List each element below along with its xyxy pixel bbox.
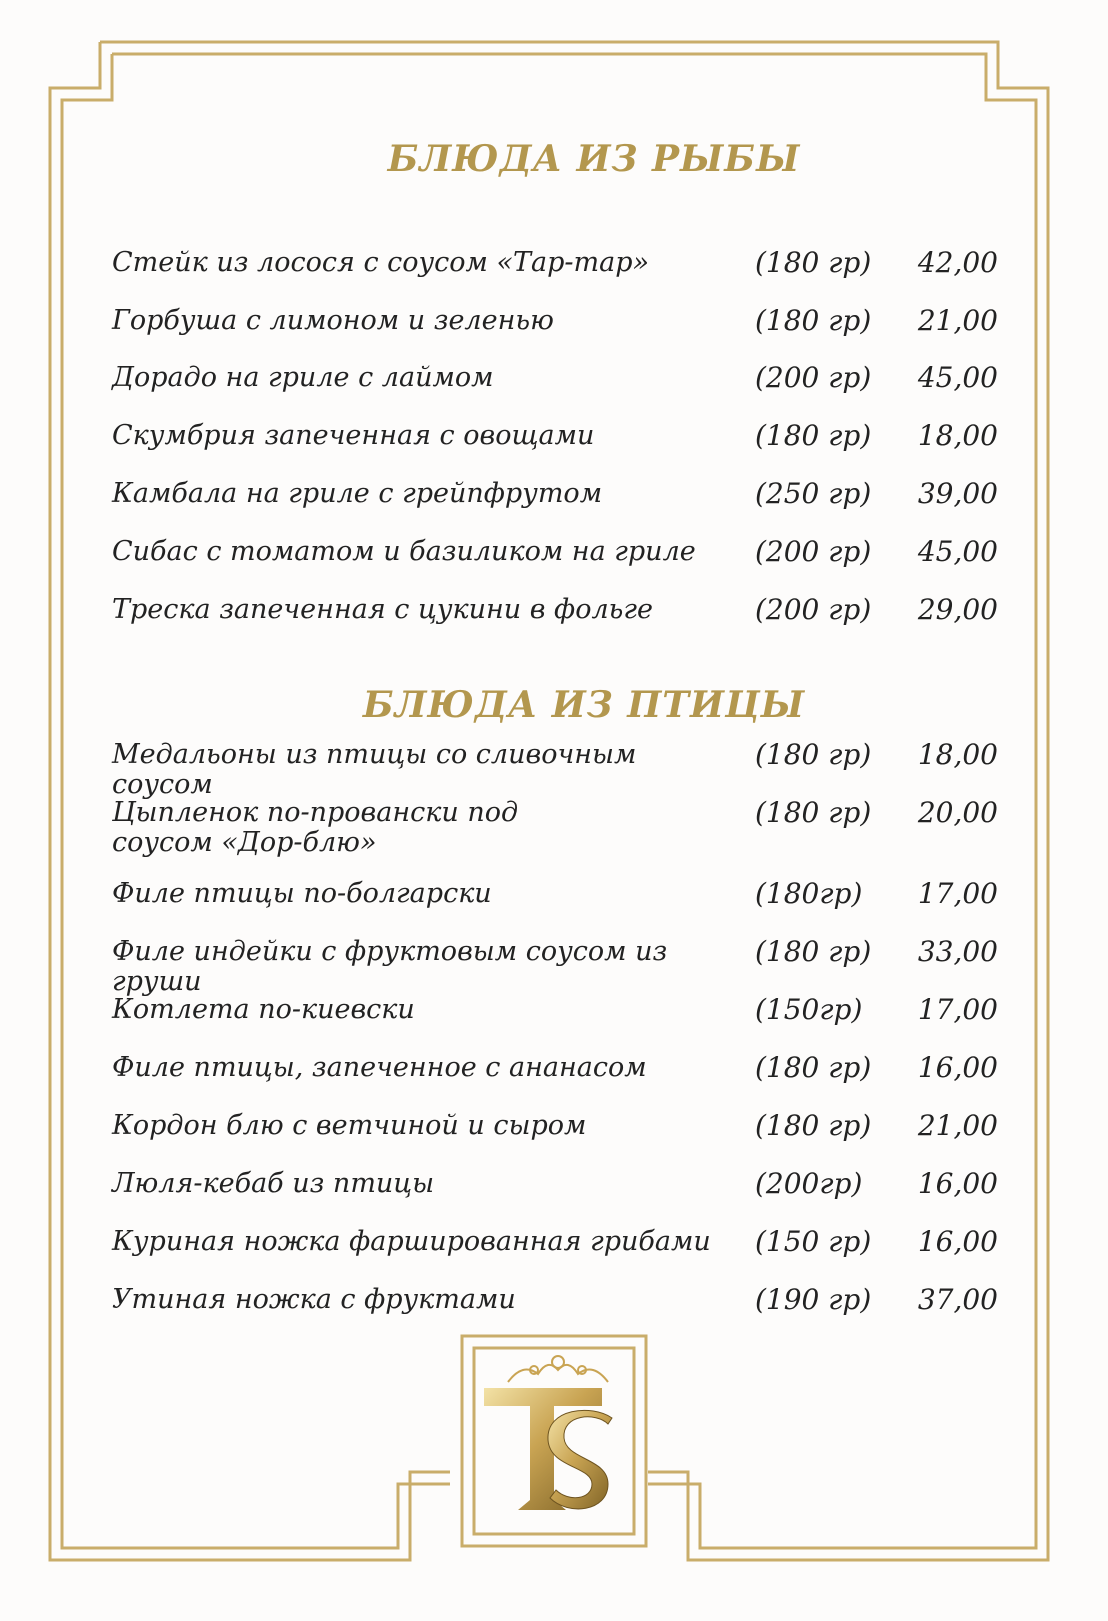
- section-title-poultry: БЛЮДА ИЗ ПТИЦЫ: [362, 684, 806, 726]
- ts-monogram-logo-icon: [468, 1340, 648, 1530]
- dish-price: 17,00: [917, 993, 998, 1026]
- menu-item: [0, 421, 1108, 461]
- dish-name: Камбала на гриле с грейпфрутом: [112, 478, 603, 509]
- dish-price: 45,00: [917, 535, 998, 568]
- dish-name: Дорадо на гриле с лаймом: [112, 362, 494, 393]
- dish-price: 21,00: [917, 304, 998, 337]
- dish-name: Люля-кебаб из птицы: [112, 1168, 435, 1199]
- dish-name: Медальоны из птицы со сливочным соусом: [112, 739, 637, 800]
- menu-item: [0, 595, 1108, 635]
- dish-price: 37,00: [917, 1283, 998, 1316]
- dish-price: 17,00: [917, 877, 998, 910]
- menu-item: [0, 1169, 1108, 1209]
- dish-weight: (180 гр): [755, 419, 872, 452]
- dish-name: Филе птицы, запеченное с ананасом: [112, 1052, 647, 1083]
- dish-weight: (180 гр): [755, 738, 872, 771]
- dish-price: 18,00: [917, 419, 998, 452]
- dish-name: Горбуша с лимоном и зеленью: [112, 305, 554, 336]
- dish-price: 20,00: [917, 796, 998, 829]
- dish-weight: (180 гр): [755, 935, 872, 968]
- menu-item: [0, 935, 1108, 997]
- menu-item: [0, 1227, 1108, 1267]
- dish-weight: (180 гр): [755, 1051, 872, 1084]
- dish-price: 16,00: [917, 1167, 998, 1200]
- dish-name: Кордон блю с ветчиной и сыром: [112, 1110, 587, 1141]
- dish-weight: (200 гр): [755, 535, 872, 568]
- dish-weight: (180 гр): [755, 796, 872, 829]
- menu-item: [0, 1111, 1108, 1151]
- menu-item: [0, 479, 1108, 519]
- dish-name: Скумбрия запеченная с овощами: [112, 420, 595, 451]
- menu-item: [0, 1053, 1108, 1093]
- dish-price: 16,00: [917, 1051, 998, 1084]
- dish-price: 18,00: [917, 738, 998, 771]
- menu-item: [0, 363, 1108, 403]
- dish-name: Филе птицы по-болгарски: [112, 878, 492, 909]
- dish-weight: (200 гр): [755, 593, 872, 626]
- menu-item: [0, 738, 1108, 800]
- dish-name: Куриная ножка фаршированная грибами: [112, 1226, 711, 1257]
- dish-name: Треска запеченная с цукини в фольге: [112, 594, 653, 625]
- menu-item: [0, 879, 1108, 919]
- dish-price: 33,00: [917, 935, 998, 968]
- section-title-fish: БЛЮДА ИЗ РЫБЫ: [387, 138, 801, 180]
- menu-item: [0, 306, 1108, 346]
- dish-weight: (150гр): [755, 993, 863, 1026]
- menu-item: [0, 798, 1108, 864]
- dish-name: Стейк из лосося с соусом «Тар-тар»: [112, 247, 650, 278]
- dish-weight: (200гр): [755, 1167, 863, 1200]
- dish-name: Котлета по-киевски: [112, 994, 415, 1025]
- dish-name: Филе индейки с фруктовым соусом из груши: [112, 936, 668, 997]
- dish-weight: (180гр): [755, 877, 863, 910]
- dish-price: 29,00: [917, 593, 998, 626]
- dish-price: 39,00: [917, 477, 998, 510]
- menu-item: [0, 1285, 1108, 1325]
- dish-name: Цыпленок по-провански под соусом «Дор-блю»: [112, 797, 519, 858]
- dish-price: 42,00: [917, 246, 998, 279]
- dish-weight: (250 гр): [755, 477, 872, 510]
- dish-weight: (180 гр): [755, 1109, 872, 1142]
- dish-weight: (200 гр): [755, 361, 872, 394]
- dish-name: Сибас с томатом и базиликом на гриле: [112, 536, 696, 567]
- dish-weight: (150 гр): [755, 1225, 872, 1258]
- dish-price: 16,00: [917, 1225, 998, 1258]
- menu-item: [0, 537, 1108, 577]
- dish-price: 45,00: [917, 361, 998, 394]
- dish-weight: (180 гр): [755, 304, 872, 337]
- dish-name: Утиная ножка с фруктами: [112, 1284, 516, 1315]
- dish-weight: (180 гр): [755, 246, 872, 279]
- dish-weight: (190 гр): [755, 1283, 872, 1316]
- menu-item: [0, 248, 1108, 288]
- menu-item: [0, 995, 1108, 1035]
- dish-price: 21,00: [917, 1109, 998, 1142]
